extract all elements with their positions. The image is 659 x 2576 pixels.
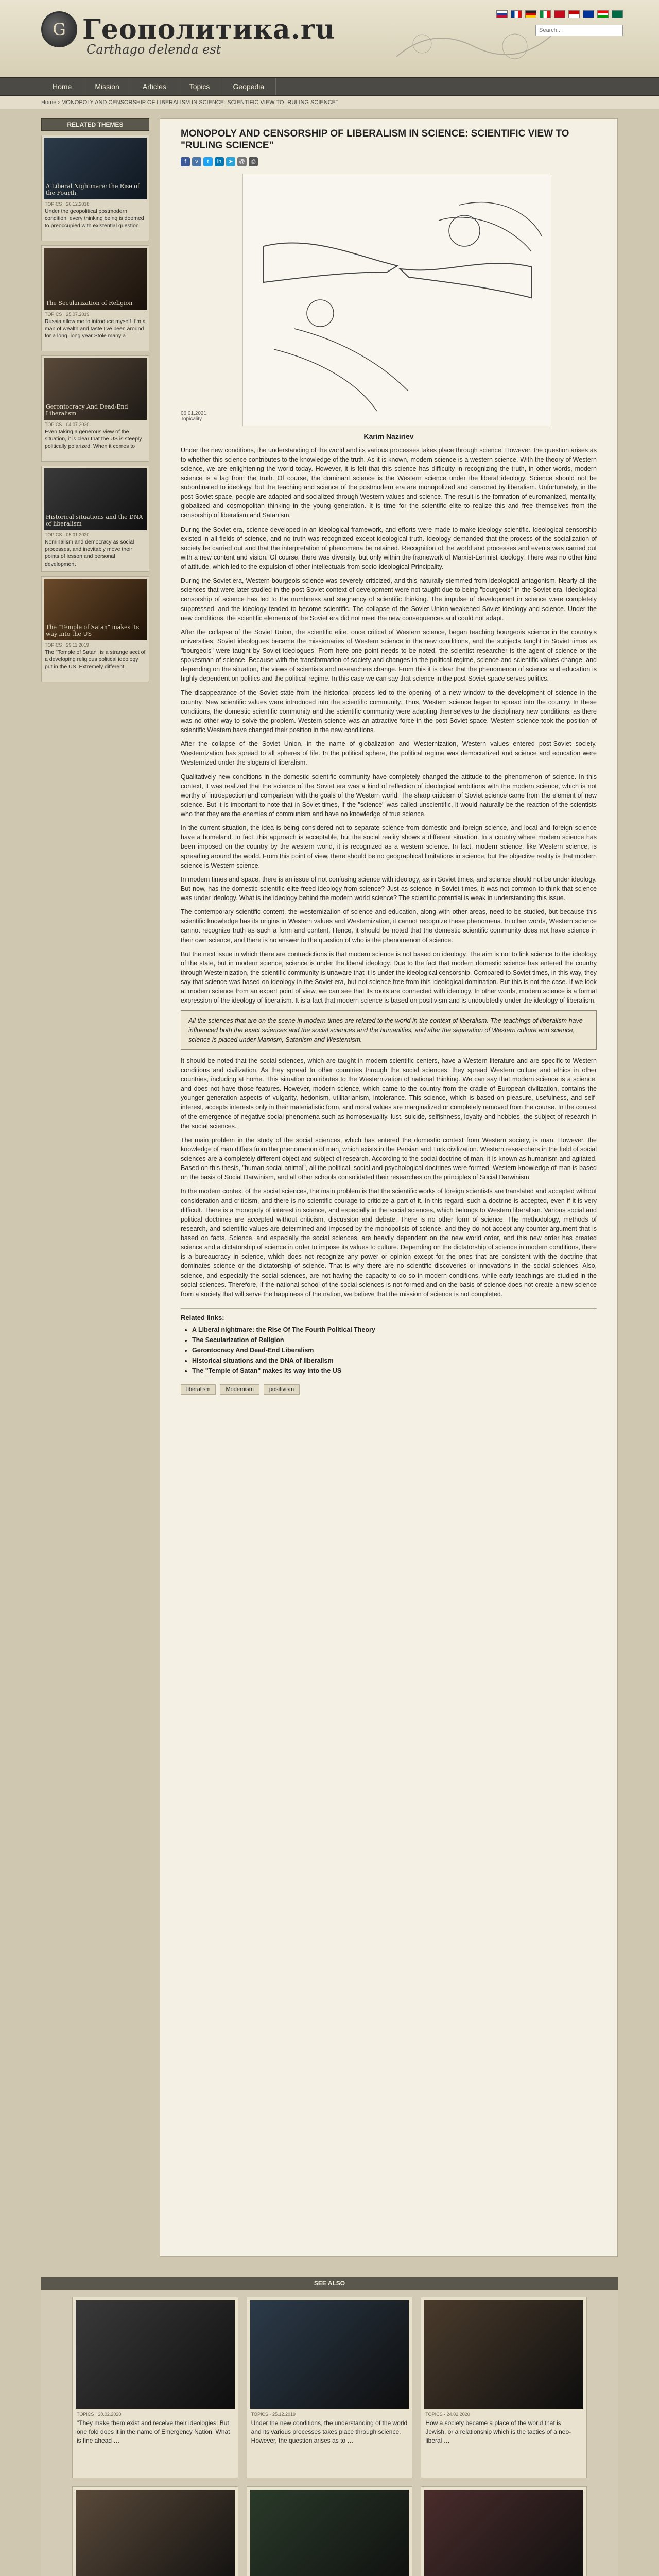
article-paragraph: In the modern context of the social sciences, the main problem is that the scientific works of foreign scientists are translated and accepted without consideration and criticism, and there is no scientific courage to criticize a part of it. In this regard, such a doctrine is accepted, even if it is very difficult. There is a monopoly of interest in science, and especially in the social sciences, which belongs to Western liberalism. Various social and political doctrines are accepted without criticism, discussion and debate. There is no other form of science. The methodology, methods of research, and scientific values are determined and imposed by the monopolists of science, and they do not accept any counter-argument that is based on facts. Science, and especially the social sciences, are heavily dependent on the new world order, and this new order has created science and a dictatorship of science in order to impose its values to culture. Depending on the dictatorship of science in modern conditions, there is a bureaucracy in science, which does not recognize any power or opinion except for the ones that are consistent with the doctrine that dominates science or the dictatorship of science. That is why there are no scientific discoveries or innovations in the social sciences. Also, science, and especially the social sciences, are not having the capacity to do so in modern conditions, while early teachings are studied in the social sciences. Therefore, if the national school of the social sciences is not formed and on the basis of science does not create a new science from a society that will serve the happiness of the nation, we believe that the mission of science is not completed.	[181, 1188, 597, 1298]
article-paragraph: The disappearance of the Soviet state from the historical process led to the opening of a new window to the development of science in the country. New scientific values were introduced into the scientific community. Thus, Western science began to spread into the country. In these conditions, the domestic scientific community and the scientific community were adapting themselves to the disciplinary new conditions, as there was no other way to solve the problem. Western science was an attractive force in the post-Soviet space. Western science took the position of scientific Western have changed their position in the new conditions.	[181, 689, 597, 734]
sidebar-heading: RELATED THEMES	[41, 118, 149, 131]
nav-geopedia[interactable]: Geopedia	[221, 78, 276, 95]
creation-of-adam-icon	[243, 174, 551, 426]
telegram-icon[interactable]: ➤	[226, 157, 235, 166]
sidebar-meta: TOPICS · 04.07.2020	[45, 422, 90, 427]
article-paragraph: But the next issue in which there are contradictions is that modern science is not based on ideology. The aim is not to link science to the ideology of the state, but in modern science, science is under the liberal ideology. Due to the fact that modern domestic science has entered the country through Westernization, the scientific community is unaware that it is under the ideological censorship. Compared to Soviet times, in this way, they say that science was based on ideology in the Soviet era, but not science free from this ideological domination. But this is not the case. If we look at modern science from an expert point of view, we can see that its roots are connected with ideology. In other words, modern science is a formal expression of the ideology of liberalism. It is a fact that modern science is based on positivism and is undoubtedly under the ideology of liberalism.	[181, 950, 597, 1005]
sidebar-caption: A Liberal Nightmare: the Rise of the Fourth	[46, 183, 140, 196]
article-paragraph: In the current situation, the idea is being considered not to separate science from domestic and foreign science, and local and foreign science have a homeland. In fact, this approach is acceptable, but the social reality shows a different situation. In a country where modern science has been imposed on the country by the western world, it is recognized as a western science. In fact, modern science, like Western science, is spreading around the world. From this point of view, there should be no geographical limitations in science, but the objective reality is that modern science is Western science.	[181, 824, 597, 869]
sidebar-thumbnail[interactable]	[44, 358, 147, 420]
site-motto: Carthago delenda est	[86, 42, 221, 57]
tag-list	[181, 1384, 597, 1395]
article-paragraph: Under the new conditions, the understanding of the world and its various processes takes place through science. However, the question arises as to whether this science contributes to the knowledge of the truth. As it is known, modern science is a western science. With the theory of Western science, we are enlightening the world today. However, it is felt that this science has difficulty in recognizing the truth, in other words, modern science is a lag from the truth. Of course, the dominant science is the Western science under the liberal ideology. Science should not be subordinated to ideology, but the teaching and science of the postmodern era are monopolized and censored by liberalism. Unfortunately, in the post-Soviet space, people are adapted and socialized through Western values and science. The result is the formation of euromanized, mentality, globalized and cosmopolitan thinking in the young generation. It is time for the scientific elite to realize this and free themselves from the censorship of liberalism and Satanism.	[181, 446, 597, 519]
sidebar-thumbnail[interactable]	[44, 248, 147, 310]
flag-icon[interactable]	[511, 10, 522, 18]
card-thumbnail[interactable]	[250, 2490, 409, 2576]
tag[interactable]: liberalism	[181, 1384, 216, 1395]
sidebar	[41, 118, 149, 682]
sidebar-caption: The Secularization of Religion	[46, 300, 133, 307]
article-title: MONOPOLY AND CENSORSHIP OF LIBERALISM IN SCIENCE: SCIENTIFIC VIEW TO "RULING SCIENCE"	[181, 128, 569, 151]
see-also-card[interactable]	[421, 2486, 587, 2576]
sidebar-excerpt: Nominalism and democracy as social processes, and inevitably move their points of lesson and personal development	[45, 539, 134, 567]
see-also-card[interactable]	[72, 2486, 238, 2576]
card-thumbnail[interactable]	[424, 2490, 583, 2576]
card-meta: TOPICS · 25.12.2019	[251, 2412, 296, 2417]
related-link[interactable]: • Historical situations and the DNA of liberalism	[192, 1355, 597, 1366]
flag-icon[interactable]	[597, 10, 609, 18]
article-date: 06.01.2021	[181, 410, 207, 416]
nav-topics[interactable]: Topics	[178, 78, 222, 95]
article-author[interactable]: Karim Naziriev	[363, 432, 414, 440]
flag-icon[interactable]	[554, 10, 565, 18]
article-paragraph: After the collapse of the Soviet Union, the scientific elite, once critical of Western science, began teaching bourgeois science in the country's universities. Soviet ideologues became the missionaries of Western science in the new conditions, and the subjects taught in Soviet times as "bourgeois" were taught by Soviet ideologues. From here one point needs to be noted, the scientist researcher is the agent of science or the spokesman of science. Because with the transformation of society and changes in the political regime, science and scientific values change, and depending on the situation, the views of scientists and researchers change. From this it is clear that the phenomenon of science and education is highly dependent on politics and the political regime. In this case we can say that science in the post-Soviet space serves politics.	[181, 628, 597, 683]
article	[160, 118, 618, 2257]
see-also-card[interactable]	[72, 2297, 238, 2478]
sidebar-caption: Historical situations and the DNA of liberalism	[46, 514, 143, 527]
related-link[interactable]: • The Secularization of Religion	[192, 1335, 597, 1345]
hero	[181, 174, 597, 426]
flag-icon[interactable]	[568, 10, 580, 18]
sidebar-thumbnail[interactable]	[44, 468, 147, 530]
card-thumbnail[interactable]	[424, 2300, 583, 2409]
related-link[interactable]: • Gerontocracy And Dead-End Liberalism	[192, 1345, 597, 1355]
nav-home[interactable]: Home	[41, 78, 83, 95]
site-header	[0, 0, 659, 77]
sidebar-excerpt: Under the geopolitical postmodern condition, every thinking being is doomed to preoccupied with existential question	[45, 208, 144, 229]
article-paragraph: In modern times and space, there is an issue of not confusing science with ideology, as in Soviet times, and science should not be under ideology. But now, has the domestic scientific elite freed ideology from science? Just as science in Soviet times, it was not common to think that science was under ideology. What is the ideology behind the modern world science? The scientific potential is weak in understanding this issue.	[181, 875, 597, 902]
flag-icon[interactable]	[612, 10, 623, 18]
article-section[interactable]: Topicality	[181, 416, 202, 422]
flag-icon[interactable]	[540, 10, 551, 18]
sidebar-meta: TOPICS · 25.07.2019	[45, 312, 90, 317]
article-meta	[181, 174, 232, 426]
flag-icon[interactable]	[583, 10, 594, 18]
article-paragraph: Qualitatively new conditions in the domestic scientific community have completely changed the attitude to the phenomenon of science. In this context, it was realized that the science of the Soviet era was a kind of reflection of ideological ambitions with the modern science, which is not worthy of introspection and comparison with the goals of the Western world. The sharp criticism of Soviet science came from the element of new science. But it is important to note that in Soviet times, if the "science" was called unscientific, it would naturally be the reaction of the scientists who that they are the enemies of communism and have no knowledge of true science.	[181, 773, 597, 818]
article-paragraph: During the Soviet era, science developed in an ideological framework, and efforts were made to make ideology scientific. Ideological censorship existed in all fields of science, and no truth was recognized except ideological truth. Ideology demanded that the process of the socialization of society be carried out and that the interpretation of phenomena be retained. Recognition of the world and processes and events was carried out with a new content and vision. Of course, there was diversity, but only within the framework of Marxist-Leninist ideology. There was no other kind of attitude, which led to the expulsion of other intellectuals from socio-ideological Principality.	[181, 526, 597, 571]
email-icon[interactable]: @	[237, 157, 247, 166]
article-paragraph: It should be noted that the social sciences, which are taught in modern scientific centers, have a Western literature and are specific to Western conditions and civilization. As they spread to other countries through the social sciences, they spread Western culture and ethics in other countries, including at home. This situation contributes to the Westernization of national thinking. We can say that modern science is a science, and does not have those features. However, modern science, which came to the country from the cradle of European civilization, contains the younger generation aspects of vulgarity, hedonism, utilitarianism, intolerance. This science, which is based on pleasure, usefulness, and self-interest, accepts interests only in their materialistic form, and moral values are marginalized or completely removed from the course. In the context of the emergence of negative social phenomena such as homosexuality, lust, suicide, selfishness, loyalty and hobbies, the subject of research in the social sciences.	[181, 1057, 597, 1130]
sidebar-excerpt: Russia allow me to introduce myself. I'm a man of wealth and taste I've been around for a long, long year Stole many a	[45, 318, 146, 340]
sidebar-meta: TOPICS · 05.01.2020	[45, 532, 90, 537]
card-thumbnail[interactable]	[76, 2300, 235, 2409]
sidebar-caption: Gerontocracy And Dead-End Liberalism	[46, 403, 128, 417]
see-also-grid	[41, 2290, 618, 2576]
sidebar-item[interactable]	[41, 466, 149, 572]
related-heading: Related links:	[181, 1313, 224, 1321]
article-paragraph: During the Soviet era, Western bourgeois science was severely criticized, and this naturally stemmed from ideological antagonism. Nearly all the sciences that were later studied in the post-Soviet context of development were not taught due to being "bourgeois" in the Soviet era. Ideological censorship of science has led to the numbness and stagnancy of scientific thinking. The impulse of development in science were completely suppressed, and the ideology tended to become scientific. The collapse of the Soviet Union weakened Soviet ideology and science. Under the new conditions, the scientific elements of the Soviet era did not meet the new consequences and could not adapt.	[181, 577, 597, 622]
card-excerpt: "They make them exist and receive their ideologies. But one fold does it in the name of Emergency Nation. What is fine ahead …	[77, 2419, 230, 2444]
see-also	[41, 2277, 618, 2576]
tag[interactable]: positivism	[264, 1384, 300, 1395]
sidebar-item[interactable]	[41, 576, 149, 682]
pull-quote: All the sciences that are on the scene in modern times are related to the world in the context of liberalism. The teachings of liberalism have influenced both the exact sciences and the social sciences and the humanities, and after the separation of Western culture and science, science is placed under Marxism, Satanism and Westernism.	[181, 1010, 597, 1049]
header-decoration-icon	[391, 21, 556, 67]
sidebar-thumbnail[interactable]	[44, 579, 147, 640]
nav-articles[interactable]: Articles	[131, 78, 178, 95]
related-link[interactable]: • A Liberal nightmare: the Rise Of The Fourth Political Theory	[192, 1325, 597, 1335]
see-also-card[interactable]	[247, 2297, 413, 2478]
sidebar-item[interactable]	[41, 135, 149, 241]
twitter-icon[interactable]: t	[203, 157, 213, 166]
hero-image	[242, 174, 551, 426]
facebook-icon[interactable]: f	[181, 157, 190, 166]
nav-mission[interactable]: Mission	[83, 78, 131, 95]
sidebar-thumbnail[interactable]	[44, 138, 147, 199]
sidebar-excerpt: The "Temple of Satan" is a strange sect of a developing religious political ideology put in the US. Extremely different	[45, 649, 146, 670]
related-link[interactable]: • The "Temple of Satan" makes its way into the US	[192, 1366, 597, 1376]
tag[interactable]: Modernism	[220, 1384, 259, 1395]
card-excerpt: How a society became a place of the world that is Jewish, or a relationship which is the tactics of a neo-liberal …	[425, 2419, 571, 2444]
sidebar-excerpt: Even taking a generous view of the situation, it is clear that the US is steeply politically polarized. When it comes to	[45, 429, 142, 450]
related-links	[181, 1308, 597, 1376]
vk-icon[interactable]: v	[192, 157, 201, 166]
logo-emblem-icon: G	[41, 11, 77, 47]
linkedin-icon[interactable]: in	[215, 157, 224, 166]
article-paragraph: The contemporary scientific content, the westernization of science and education, along with other areas, need to be studied, but because this scientific knowledge has its origins in Western values and Westernization, it cannot recognize these phenomena. In other words, Western science cannot recognize truth as such a form and content. Hence, it should be noted that the domestic scientific community does not have science in their own science, and there is no answer to the question of who is the phenomenon of science.	[181, 908, 597, 944]
see-also-card[interactable]	[247, 2486, 413, 2576]
share-bar	[181, 157, 597, 166]
card-excerpt: Under the new conditions, the understanding of the world and its various processes takes place through science. However, the question arises as to …	[251, 2419, 408, 2444]
see-also-heading: SEE ALSO	[41, 2277, 618, 2290]
sidebar-caption: The "Temple of Satan" makes its way into the US	[46, 624, 140, 637]
card-thumbnail[interactable]	[250, 2300, 409, 2409]
search-input[interactable]	[535, 25, 623, 36]
sidebar-meta: TOPICS · 29.11.2019	[45, 642, 89, 648]
card-meta: TOPICS · 20.02.2020	[77, 2412, 122, 2417]
card-thumbnail[interactable]	[76, 2490, 235, 2576]
article-paragraph: After the collapse of the Soviet Union, in the name of globalization and Westernization, Western values entered post-Soviet society. Westernization has spread to all spheres of life. In the political sphere, the political regime was democratized and science and education were Westernized under the slogans of liberalism.	[181, 740, 597, 767]
sidebar-item[interactable]	[41, 245, 149, 351]
article-body	[181, 446, 597, 1299]
breadcrumb[interactable]: Home › MONOPOLY AND CENSORSHIP OF LIBERALISM IN SCIENCE: SCIENTIFIC VIEW TO "RULING SCIENCE"	[0, 96, 659, 109]
sidebar-item[interactable]	[41, 355, 149, 462]
see-also-card[interactable]	[421, 2297, 587, 2478]
main-nav	[0, 77, 659, 96]
flag-icon[interactable]	[525, 10, 536, 18]
site-title: Геополитика.ru	[82, 13, 335, 45]
sidebar-meta: TOPICS · 26.12.2018	[45, 201, 90, 207]
article-paragraph: The main problem in the study of the social sciences, which has entered the domestic context from Western society, is man. However, the knowledge of man differs from the phenomenon of man, which exists in the Persian and Turk civilization. Western researchers in the field of social sciences are a completely different object and subject of research. According to the social doctrine of man, it is known as humanism and agitated. Based on this thesis, "human social animal", all the political, social and psychological doctrines were formed. Western knowledge of man is based on the basis of Social Darwinism, and all other schools consolidated their researches on the principles of Social Darwinism.	[181, 1136, 597, 1181]
card-meta: TOPICS · 24.02.2020	[425, 2412, 470, 2417]
flag-icon[interactable]	[496, 10, 508, 18]
language-flags	[496, 10, 623, 18]
print-icon[interactable]: ⎙	[249, 157, 258, 166]
